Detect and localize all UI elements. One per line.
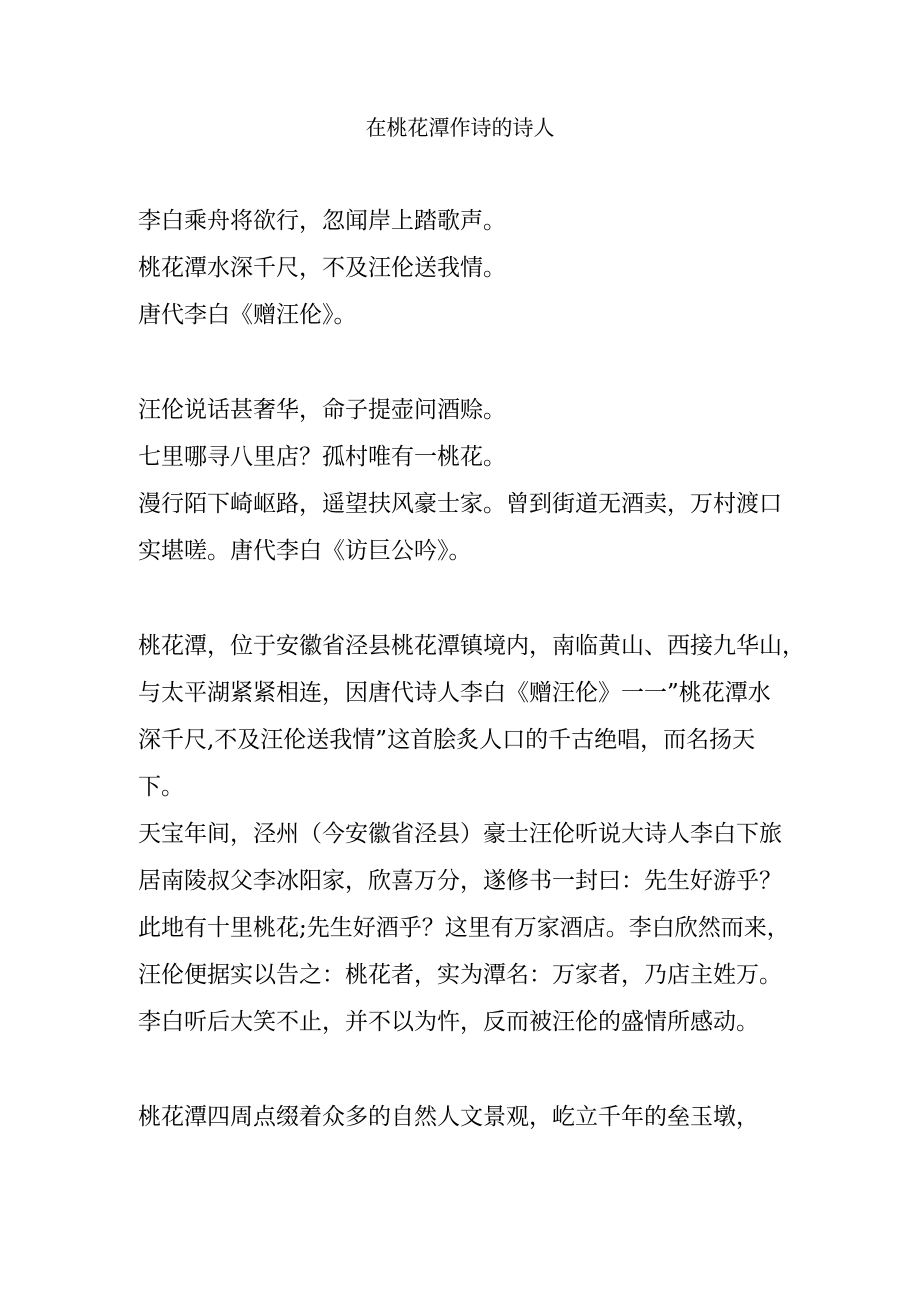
document-body [138,198,805,1141]
poem-line: 漫行陌下崎岖路，遥望扶风豪士家。曾到街道无酒卖，万村渡口 [138,491,782,517]
paragraph-line: 深千尺,不及汪伦送我情”这首脍炙人口的千古绝唱，而名扬天 [138,727,756,753]
poem-line: 七里哪寻八里店？孤村唯有一桃花。 [138,444,506,470]
paragraph-line: 天宝年间，泾州（今安徽省泾县）豪士汪伦听说大诗人李白下旅 [138,821,782,847]
paragraph-gap [138,339,798,387]
poem-attribution: 唐代李白《赠汪伦》。 [138,302,357,328]
poem-line: 汪伦说话甚奢华，命子提壶问酒赊。 [138,397,506,423]
document-title: 在桃花潭作诗的诗人 [365,116,555,140]
paragraph-line: 下。 [138,774,184,800]
poem-attribution: 实堪嗟。唐代李白《访巨公吟》。 [138,538,472,564]
poem-line: 李白乘舟将欲行，忽闻岸上踏歌声。 [138,208,506,234]
paragraph-line: 桃花潭四周点缀着众多的自然人文景观，屹立千年的垒玉墩， [138,1104,759,1130]
paragraph-gap [138,575,798,623]
paragraph-gap [138,1046,798,1094]
paragraph-line: 与太平湖紧紧相连，因唐代诗人李白《赠汪伦》一一”桃花潭水 [138,680,771,706]
poem-line: 桃花潭水深千尺，不及汪伦送我情。 [138,255,506,281]
paragraph-line: 此地有十里桃花;先生好酒乎？这里有万家酒店。李白欣然而来， [138,915,790,941]
paragraph-line: 桃花潭，位于安徽省泾县桃花潭镇境内，南临黄山、西接九华山， [138,633,805,659]
paragraph-line: 居南陵叔父李冰阳家，欣喜万分，遂修书一封曰：先生好游乎？ [138,868,782,894]
paragraph-line: 汪伦便据实以告之：桃花者，实为潭名：万家者，乃店主姓万。 [138,962,782,988]
paragraph-line: 李白听后大笑不止，并不以为忤，反而被汪伦的盛情所感动。 [138,1009,759,1035]
